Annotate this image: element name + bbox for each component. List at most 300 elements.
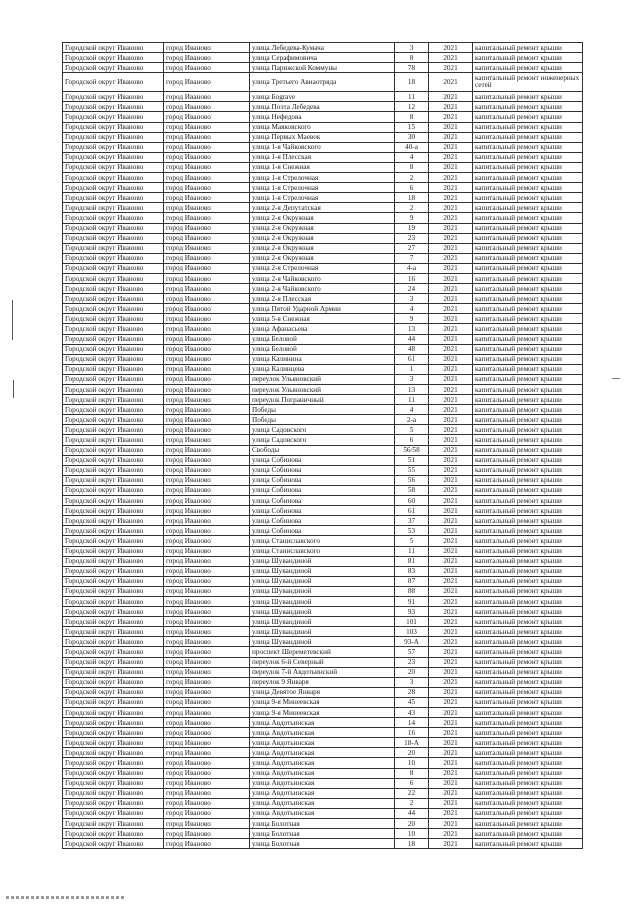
cell-year: 2021 [429,284,473,294]
cell-work: капитальный ремонт инженерных сетей [473,73,583,92]
cell-district: Городской округ Иваново [63,607,164,617]
cell-district: Городской округ Иваново [63,193,164,203]
table-row [63,223,583,233]
cell-district: Городской округ Иваново [63,808,164,818]
cell-district: Городской округ Иваново [63,354,164,364]
cell-district: Городской округ Иваново [63,546,164,556]
table-row [63,364,583,374]
cell-district: Городской округ Иваново [63,768,164,778]
cell-work: капитальный ремонт крыши [473,808,583,818]
cell-street: улица Бograve [250,92,395,102]
cell-year: 2021 [429,637,473,647]
cell-district: Городской округ Иваново [63,576,164,586]
cell-house: 11 [395,92,429,102]
cell-house: 2 [395,798,429,808]
cell-year: 2021 [429,374,473,384]
cell-street: улица 1-я Плесская [250,152,395,162]
cell-street: улица 2-я Чайковского [250,284,395,294]
cell-district: Городской округ Иваново [63,485,164,495]
cell-district: Городской округ Иваново [63,677,164,687]
cell-work: капитальный ремонт крыши [473,385,583,395]
cell-district: Городской округ Иваново [63,203,164,213]
cell-street: улица Шувандиной [250,596,395,606]
cell-house: 78 [395,63,429,73]
cell-street: улица Авдотьинская [250,768,395,778]
cell-district: Городской округ Иваново [63,455,164,465]
cell-work: капитальный ремонт крыши [473,738,583,748]
cell-city: город Иваново [164,425,250,435]
cell-city: город Иваново [164,385,250,395]
cell-street: улица 9-я Минеевская [250,697,395,707]
cell-house: 3 [395,374,429,384]
cell-work: капитальный ремонт крыши [473,233,583,243]
cell-year: 2021 [429,627,473,637]
cell-street: улица 9-я Минеевская [250,708,395,718]
cell-house: 18 [395,193,429,203]
cell-year: 2021 [429,415,473,425]
cell-work: капитальный ремонт крыши [473,203,583,213]
cell-street: улица 1-я Чайковского [250,142,395,152]
cell-city: город Иваново [164,768,250,778]
cell-work: капитальный ремонт крыши [473,183,583,193]
cell-year: 2021 [429,294,473,304]
cell-house: 18-А [395,738,429,748]
cell-district: Городской округ Иваново [63,596,164,606]
cell-work: капитальный ремонт крыши [473,798,583,808]
cell-year: 2021 [429,223,473,233]
cell-house: 4 [395,405,429,415]
cell-street: улица Станиславского [250,546,395,556]
cell-district: Городской округ Иваново [63,556,164,566]
table-row [63,647,583,657]
cell-year: 2021 [429,677,473,687]
cell-district: Городской округ Иваново [63,586,164,596]
cell-street: улица Садовского [250,435,395,445]
cell-work: капитальный ремонт крыши [473,304,583,314]
cell-year: 2021 [429,475,473,485]
cell-work: капитальный ремонт крыши [473,354,583,364]
table-row [63,768,583,778]
cell-street: переулок Ульяновский [250,385,395,395]
cell-street: улица Собинова [250,496,395,506]
cell-work: капитальный ремонт крыши [473,778,583,788]
table-row [63,708,583,718]
cell-house: 5 [395,536,429,546]
table-row [63,102,583,112]
cell-city: город Иваново [164,102,250,112]
table-row [63,334,583,344]
cell-year: 2021 [429,586,473,596]
cell-city: город Иваново [164,92,250,102]
cell-year: 2021 [429,546,473,556]
cell-house: 87 [395,576,429,586]
cell-house: 18 [395,73,429,92]
cell-house: 10 [395,829,429,839]
cell-city: город Иваново [164,273,250,283]
table-row [63,324,583,334]
table-row [63,596,583,606]
cell-work: капитальный ремонт крыши [473,526,583,536]
cell-house: 6 [395,183,429,193]
cell-year: 2021 [429,183,473,193]
cell-year: 2021 [429,819,473,829]
table-row [63,829,583,839]
cell-house: 103 [395,627,429,637]
cell-year: 2021 [429,273,473,283]
cell-street: улица 2-я Окружная [250,233,395,243]
cell-year: 2021 [429,304,473,314]
cell-year: 2021 [429,506,473,516]
cell-district: Городской округ Иваново [63,385,164,395]
cell-city: город Иваново [164,576,250,586]
table-row [63,395,583,405]
cell-city: город Иваново [164,496,250,506]
table-row [63,53,583,63]
cell-house: 28 [395,687,429,697]
cell-year: 2021 [429,556,473,566]
table-row [63,788,583,798]
table-row [63,162,583,172]
cell-district: Городской округ Иваново [63,43,164,53]
cell-city: город Иваново [164,253,250,263]
cell-city: город Иваново [164,314,250,324]
cell-house: 16 [395,273,429,283]
cell-work: капитальный ремонт крыши [473,314,583,324]
cell-district: Городской округ Иваново [63,708,164,718]
table-row [63,738,583,748]
cell-city: город Иваново [164,808,250,818]
cell-street: улица Авдотьинская [250,748,395,758]
table-row [63,374,583,384]
cell-city: город Иваново [164,294,250,304]
cell-work: капитальный ремонт крыши [473,475,583,485]
cell-street: улица 2-я Окружная [250,243,395,253]
cell-work: капитальный ремонт крыши [473,697,583,707]
cell-year: 2021 [429,364,473,374]
table-row [63,808,583,818]
cell-city: город Иваново [164,73,250,92]
cell-city: город Иваново [164,395,250,405]
cell-street: улица 2-я Окружная [250,213,395,223]
cell-city: город Иваново [164,364,250,374]
cell-house: 3 [395,294,429,304]
cell-city: город Иваново [164,415,250,425]
table-row [63,405,583,415]
cell-district: Городской округ Иваново [63,496,164,506]
cell-street: улица Болотная [250,829,395,839]
cell-street: улица Собинова [250,465,395,475]
cell-street: улица Шувандиной [250,637,395,647]
table-row [63,385,583,395]
cell-house: 93 [395,607,429,617]
cell-city: город Иваново [164,173,250,183]
cell-district: Городской округ Иваново [63,819,164,829]
cell-district: Городской округ Иваново [63,718,164,728]
cell-street: переулок 6-й Северный [250,657,395,667]
table-row [63,748,583,758]
table-row [63,819,583,829]
cell-district: Городской округ Иваново [63,53,164,63]
cell-work: капитальный ремонт крыши [473,324,583,334]
table-row [63,304,583,314]
cell-year: 2021 [429,253,473,263]
cell-house: 23 [395,657,429,667]
table-row [63,566,583,576]
cell-year: 2021 [429,839,473,849]
cell-year: 2021 [429,718,473,728]
cell-year: 2021 [429,657,473,667]
cell-city: город Иваново [164,203,250,213]
cell-city: город Иваново [164,344,250,354]
table-row [63,556,583,566]
cell-year: 2021 [429,243,473,253]
cell-house: 43 [395,708,429,718]
cell-street: улица Первых Маевок [250,132,395,142]
table-row [63,213,583,223]
cell-district: Городской округ Иваново [63,667,164,677]
cell-street: улица Третьего Авиаотряда [250,73,395,92]
cell-year: 2021 [429,263,473,273]
cell-year: 2021 [429,395,473,405]
cell-city: город Иваново [164,132,250,142]
cell-year: 2021 [429,596,473,606]
cell-work: капитальный ремонт крыши [473,142,583,152]
cell-year: 2021 [429,314,473,324]
cell-year: 2021 [429,516,473,526]
cell-district: Городской округ Иваново [63,344,164,354]
cell-street: улица Нефедова [250,112,395,122]
cell-district: Городской округ Иваново [63,122,164,132]
table-row [63,43,583,53]
cell-year: 2021 [429,768,473,778]
cell-work: капитальный ремонт крыши [473,53,583,63]
cell-district: Городской округ Иваново [63,102,164,112]
cell-house: 13 [395,385,429,395]
cell-city: город Иваново [164,556,250,566]
cell-city: город Иваново [164,596,250,606]
cell-house: 4-а [395,263,429,273]
cell-city: город Иваново [164,627,250,637]
cell-house: 22 [395,788,429,798]
table-row [63,243,583,253]
table-row [63,798,583,808]
cell-work: капитальный ремонт крыши [473,273,583,283]
table-row [63,496,583,506]
cell-city: город Иваново [164,708,250,718]
cell-work: капитальный ремонт крыши [473,576,583,586]
cell-work: капитальный ремонт крыши [473,334,583,344]
cell-city: город Иваново [164,193,250,203]
cell-work: капитальный ремонт крыши [473,43,583,53]
cell-work: капитальный ремонт крыши [473,758,583,768]
cell-work: капитальный ремонт крыши [473,415,583,425]
table-row [63,183,583,193]
cell-city: город Иваново [164,778,250,788]
cell-work: капитальный ремонт крыши [473,294,583,304]
cell-city: город Иваново [164,233,250,243]
cell-work: капитальный ремонт крыши [473,364,583,374]
cell-year: 2021 [429,324,473,334]
table-row [63,576,583,586]
cell-district: Городской округ Иваново [63,213,164,223]
cell-city: город Иваново [164,667,250,677]
cell-work: капитальный ремонт крыши [473,132,583,142]
cell-house: 7 [395,253,429,263]
cell-street: Свободы [250,445,395,455]
cell-street: улица Шувандиной [250,576,395,586]
table-row [63,284,583,294]
cell-house: 6 [395,778,429,788]
cell-work: капитальный ремонт крыши [473,455,583,465]
cell-city: город Иваново [164,445,250,455]
cell-house: 44 [395,808,429,818]
cell-year: 2021 [429,354,473,364]
cell-district: Городской округ Иваново [63,334,164,344]
cell-district: Городской округ Иваново [63,647,164,657]
cell-district: Городской округ Иваново [63,405,164,415]
cell-street: улица Авдотьинская [250,788,395,798]
cell-district: Городской округ Иваново [63,142,164,152]
housing-repair-table [62,42,583,849]
table-row [63,92,583,102]
cell-house: 60 [395,496,429,506]
cell-district: Городской округ Иваново [63,839,164,849]
table-row [63,132,583,142]
cell-year: 2021 [429,53,473,63]
cell-house: 4 [395,152,429,162]
cell-city: город Иваново [164,546,250,556]
cell-city: город Иваново [164,607,250,617]
cell-street: улица Афанасьева [250,324,395,334]
cell-work: капитальный ремонт крыши [473,425,583,435]
cell-work: капитальный ремонт крыши [473,708,583,718]
cell-work: капитальный ремонт крыши [473,445,583,455]
table-row [63,546,583,556]
cell-street: улица Авдотьинская [250,758,395,768]
cell-district: Городской округ Иваново [63,415,164,425]
table-row [63,526,583,536]
cell-house: 20 [395,667,429,677]
cell-work: капитальный ремонт крыши [473,506,583,516]
cell-city: город Иваново [164,637,250,647]
cell-street: улица Болотная [250,839,395,849]
cell-city: город Иваново [164,738,250,748]
cell-city: город Иваново [164,798,250,808]
table-row [63,314,583,324]
cell-year: 2021 [429,334,473,344]
cell-city: город Иваново [164,526,250,536]
cell-house: 19 [395,223,429,233]
cell-street: улица Собинова [250,526,395,536]
cell-year: 2021 [429,162,473,172]
cell-work: капитальный ремонт крыши [473,556,583,566]
cell-district: Городской округ Иваново [63,788,164,798]
cell-house: 40-а [395,142,429,152]
cell-city: город Иваново [164,152,250,162]
cell-house: 11 [395,546,429,556]
cell-street: улица Авдотьинская [250,728,395,738]
cell-year: 2021 [429,152,473,162]
cell-work: капитальный ремонт крыши [473,162,583,172]
cell-year: 2021 [429,485,473,495]
cell-district: Городской округ Иваново [63,294,164,304]
table-row [63,627,583,637]
table-row [63,122,583,132]
cell-work: капитальный ремонт крыши [473,395,583,405]
cell-district: Городской округ Иваново [63,63,164,73]
table-row [63,718,583,728]
cell-district: Городской округ Иваново [63,162,164,172]
cell-city: город Иваново [164,263,250,273]
cell-district: Городской округ Иваново [63,243,164,253]
cell-year: 2021 [429,142,473,152]
cell-house: 20 [395,748,429,758]
cell-city: город Иваново [164,112,250,122]
cell-city: город Иваново [164,758,250,768]
cell-city: город Иваново [164,455,250,465]
table-row [63,455,583,465]
cell-city: город Иваново [164,223,250,233]
cell-district: Городской округ Иваново [63,758,164,768]
cell-year: 2021 [429,233,473,243]
cell-year: 2021 [429,829,473,839]
table-row [63,516,583,526]
cell-house: 2 [395,203,429,213]
cell-street: улица 5-я Снежная [250,314,395,324]
cell-year: 2021 [429,496,473,506]
cell-district: Городской округ Иваново [63,627,164,637]
cell-house: 8 [395,112,429,122]
cell-street: улица 1-я Стрелочная [250,173,395,183]
table-row [63,475,583,485]
cell-street: улица Болотная [250,819,395,829]
cell-work: капитальный ремонт крыши [473,839,583,849]
cell-district: Городской округ Иваново [63,374,164,384]
cell-house: 1 [395,364,429,374]
table-row [63,677,583,687]
cell-work: капитальный ремонт крыши [473,193,583,203]
cell-city: город Иваново [164,566,250,576]
table-row [63,415,583,425]
cell-year: 2021 [429,112,473,122]
cell-house: 81 [395,556,429,566]
cell-city: город Иваново [164,435,250,445]
cell-work: капитальный ремонт крыши [473,667,583,677]
cell-street: переулок 7-й Авдотьинский [250,667,395,677]
cell-city: город Иваново [164,374,250,384]
table-row [63,425,583,435]
cell-work: капитальный ремонт крыши [473,374,583,384]
cell-city: город Иваново [164,697,250,707]
cell-street: улица Шувандиной [250,607,395,617]
table-row [63,778,583,788]
cell-street: улица 2-я Стрелочная [250,263,395,273]
cell-year: 2021 [429,728,473,738]
cell-street: улица Беловой [250,334,395,344]
cell-city: город Иваново [164,243,250,253]
cell-district: Городской округ Иваново [63,233,164,243]
cell-house: 23 [395,233,429,243]
table-row [63,667,583,677]
cell-work: капитальный ремонт крыши [473,152,583,162]
cell-house: 3 [395,43,429,53]
table-row [63,344,583,354]
cell-year: 2021 [429,43,473,53]
table-row [63,839,583,849]
cell-house: 93-А [395,637,429,647]
cell-work: капитальный ремонт крыши [473,566,583,576]
cell-city: город Иваново [164,284,250,294]
